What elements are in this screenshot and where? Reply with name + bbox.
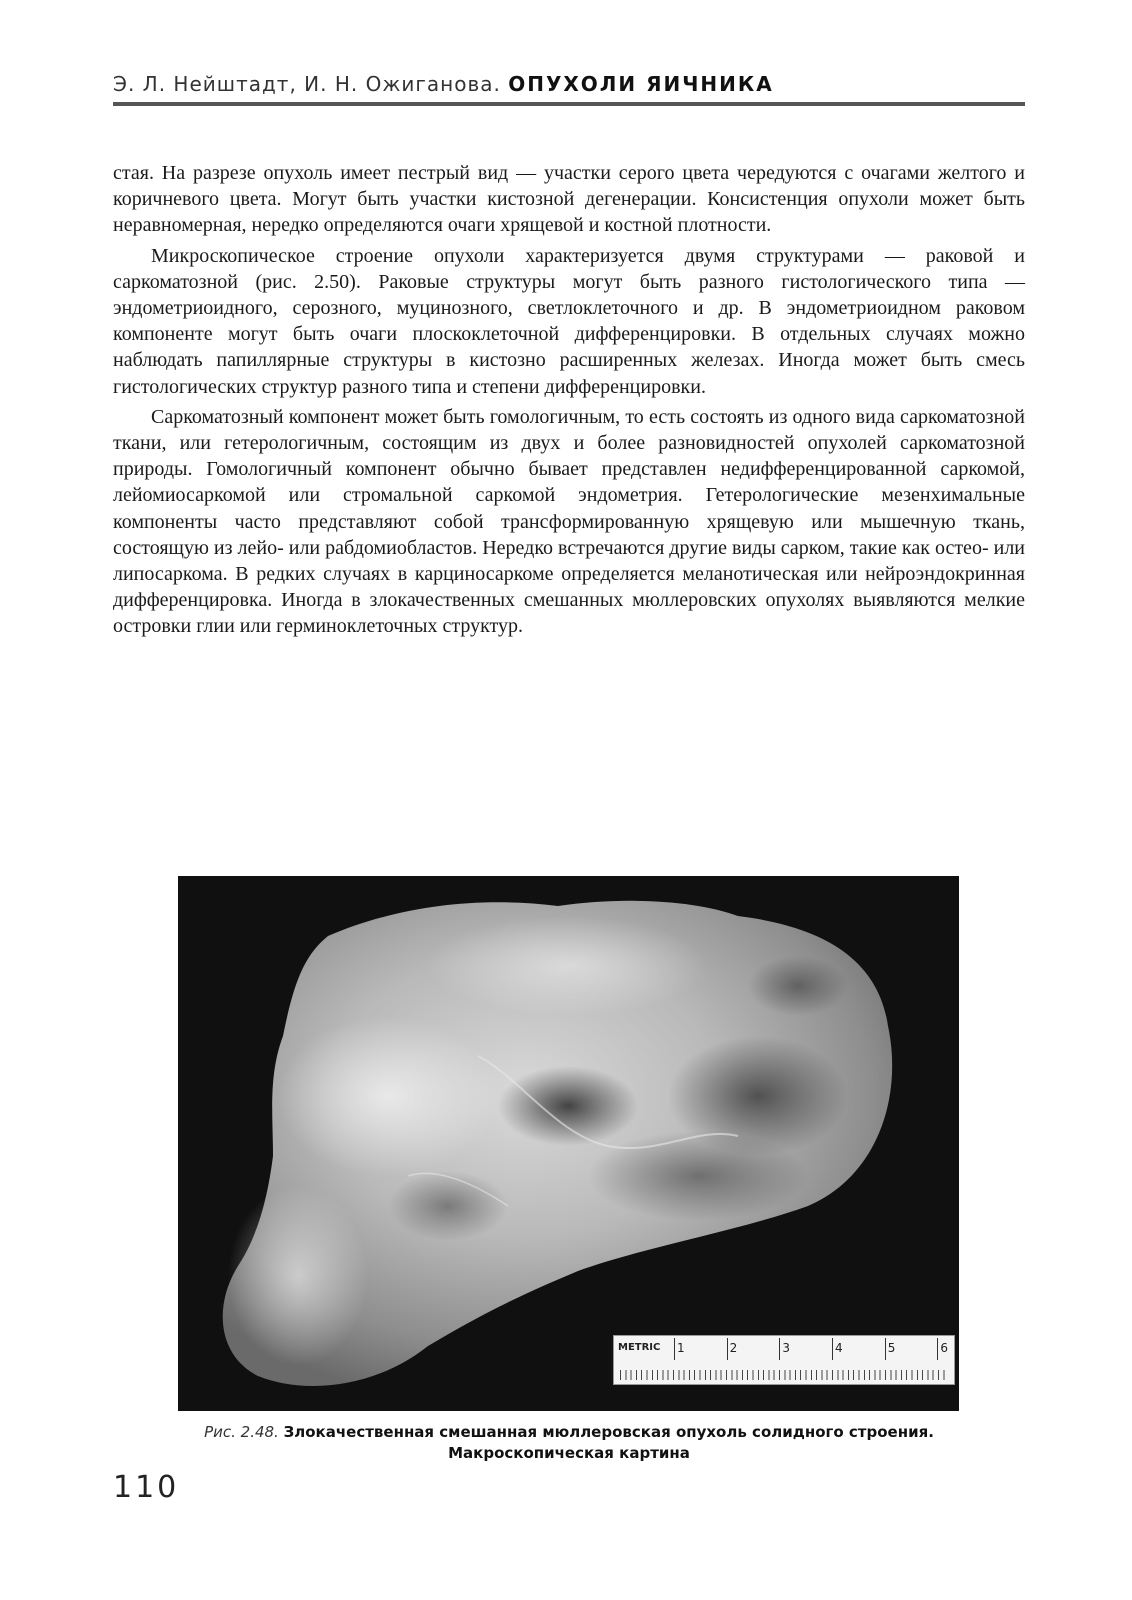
ruler-mark: 3 [779, 1338, 790, 1360]
tumor-specimen-illustration [178, 876, 959, 1411]
scale-ruler [613, 1335, 955, 1385]
paragraph-1: стая. На разрезе опухоль имеет пестрый вид — участки серого цвета чередуются с очагами желтого и коричневого цвета. Могут быть участки кистозной дегенерации. Консистенция опухоли может быть неравномерная, нередко определяются очаги хрящевой и костной плотности. [113, 162, 1025, 237]
ruler-millimeter-ticks [620, 1370, 948, 1380]
running-head-book-title: ОПУХОЛИ ЯИЧНИКА [508, 72, 774, 96]
ruler-mark: 5 [885, 1338, 896, 1360]
ruler-mark: 6 [937, 1338, 948, 1360]
ruler-brand: METRIC [618, 1342, 661, 1353]
ruler-mark: 2 [727, 1338, 738, 1360]
running-head-authors: Э. Л. Нейштадт, И. Н. Ожиганова. [113, 72, 501, 96]
figure-label: Рис. 2.48. [204, 1423, 279, 1441]
figure-subtitle: Макроскопическая картина [448, 1444, 690, 1462]
paragraph-2: Микроскопическое строение опухоли характеризуется двумя структурами — раковой и саркоматозной (рис. 2.50). Раковые структуры могут быть разного гистологического типа — эндометриоидного, серозного, муцинозного, светлоклеточного и др. В эндометриоидном раковом компоненте могут быть очаги плоскоклеточной дифференцировки. В отдельных случаях можно наблюдать папиллярные структуры в кистозно расширенных железах. Иногда может быть смесь гистологических структур разного типа и степени дифференцировки. [113, 244, 1025, 398]
ruler-mark: 4 [832, 1338, 843, 1360]
ruler-mark: 1 [674, 1338, 685, 1360]
page-number: 110 [113, 1470, 180, 1505]
figure-title: Злокачественная смешанная мюллеровская опухоль солидного строения. [283, 1423, 934, 1441]
body-text [113, 160, 1025, 644]
header-rule [113, 102, 1025, 106]
running-head [113, 72, 1025, 102]
paragraph-3: Саркоматозный компонент может быть гомологичным, то есть состоять из одного вида саркоматозной ткани, или гетерологичным, состоящим из двух и более разновидностей опухолей саркоматозной природы. Гомологичный компонент обычно бывает представлен недифференцированной саркомой, лейомиосаркомой или стромальной саркомой эндометрия. Гетерологические мезенхимальные компоненты часто представляют собой трансформированную хрящевую или мышечную ткань, состоящую из лейо- или рабдомиобластов. Нередко встречаются другие виды сарком, такие как остео- или липосаркома. В редких случаях в карциносаркоме определяется меланотическая или нейроэндокринная дифференцировка. Иногда в злокачественных смешанных мюллеровских опухолях выявляются мелкие островки глии или герминоклеточных структур. [113, 405, 1025, 638]
figure-caption [113, 1422, 1025, 1464]
tumor-photograph [178, 876, 959, 1411]
ruler-ticks [674, 1338, 948, 1366]
